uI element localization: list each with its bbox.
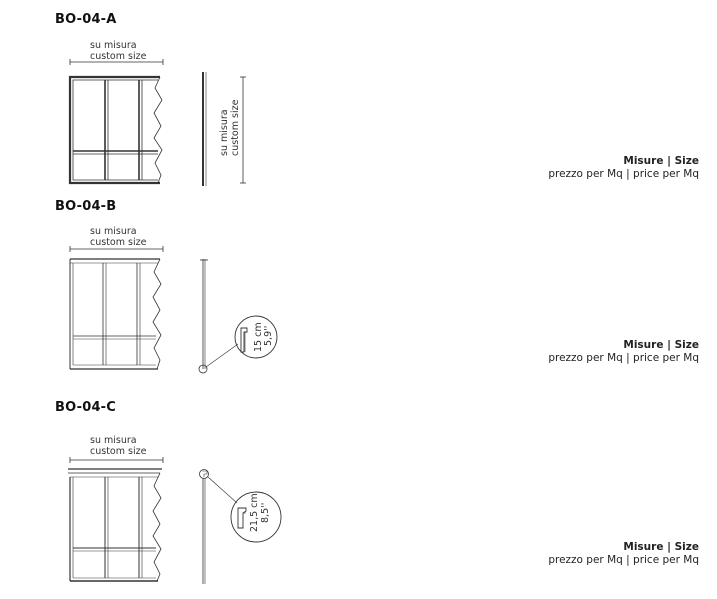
panel-front-c (68, 457, 281, 584)
size-price: prezzo per Mq | price per Mq (548, 352, 699, 364)
product-code-a: BO-04-A (55, 12, 117, 27)
product-code-c: BO-04-C (55, 400, 117, 415)
size-title: Misure | Size (623, 155, 699, 167)
width-label-line-1: su misura (90, 40, 137, 51)
panel-front-b (70, 246, 277, 373)
width-label-line-2: custom size (90, 446, 147, 457)
height-label-a-line-1: su misura (219, 109, 230, 156)
width-label-line-1: su misura (90, 226, 137, 237)
size-title: Misure | Size (623, 541, 699, 553)
product-code-b: BO-04-B (55, 199, 117, 214)
width-label-line-2: custom size (90, 51, 147, 62)
detail-dim-c-in: 8,5'' (260, 502, 271, 523)
detail-dim-b-cm: 15 cm (253, 322, 264, 352)
panel-front-a (70, 59, 246, 186)
size-title: Misure | Size (623, 339, 699, 351)
width-label-line-1: su misura (90, 435, 137, 446)
detail-dim-c-cm: 21,5 cm (249, 493, 260, 532)
detail-dim-b-in: 5,9'' (263, 325, 274, 346)
width-label-line-2: custom size (90, 237, 147, 248)
height-label-a-line-2: custom size (230, 99, 241, 156)
size-price: prezzo per Mq | price per Mq (548, 554, 699, 566)
size-price: prezzo per Mq | price per Mq (548, 168, 699, 180)
